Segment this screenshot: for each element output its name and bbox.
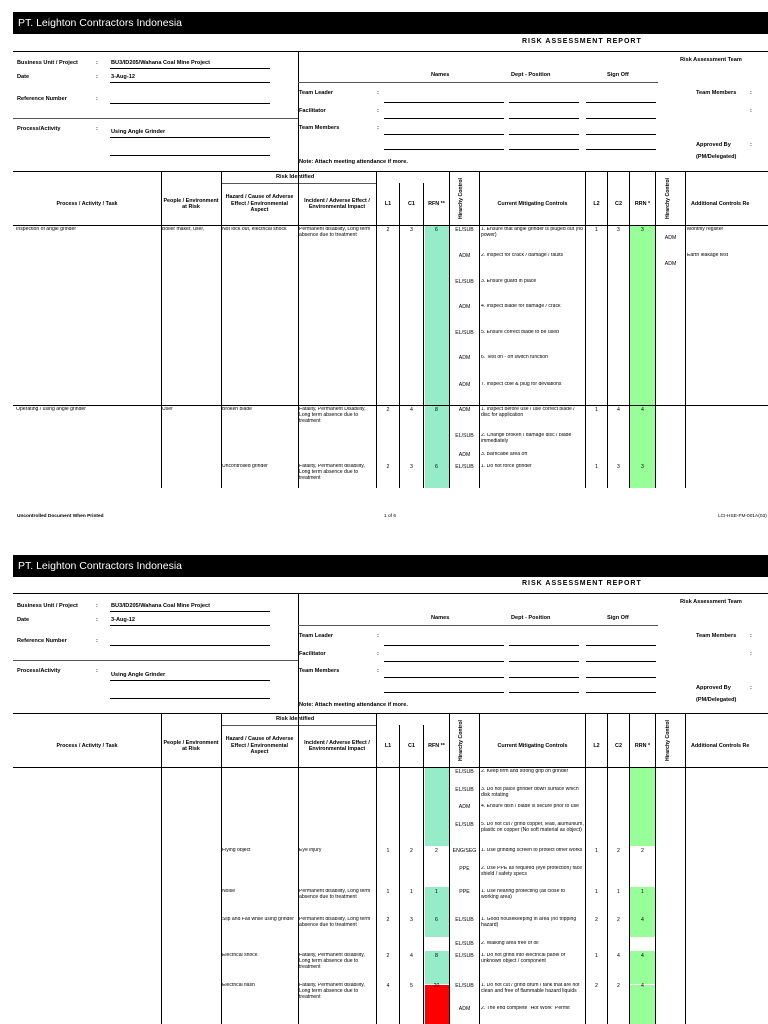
footer-uncontrolled: Uncontrolled Document When Printed <box>17 514 104 519</box>
reference-label: Reference Number <box>17 96 67 102</box>
page-2: PT. Leighton Contractors Indonesia RISK ASSESSMENT REPORT Business Unit / Project : BU3/ID205/Wahana Coal Mine Project Date : 3-Aug-12 Reference Number : Process/Activity : Using Angle Grinder Names Dept - Position Sign Off Team Leader : Facilitator : Team Members : Note: Attach meeting attendance if more. Risk Assessment Team Team Members : : Approved By : (PM/Delegated) Risk Identified Process / Activity / Task People / Environment at Risk Hazard / Cause of Adverse Effect / Environmental Aspect Incident / Adverse Effect / Environmental Impact L1 C1 RFN ** Hirarchy Control Current Mitigating Controls L2 C2 RRN * Hirarchy Control Additional Controls Re EL/SUB 2. Keep firm and strong grip on grinder EL/SUB 3. Do not palce grinder down surface which disk rotating ADM 4. Ensure dish / blade is secure prior to use EL/SUB 5. Do not cut / grind copper, lead, alumunium, plastic on copper (No soft material as object) Flying object Eye injury 1 2 2 1 2 2 ENG/SEG 1. Use grinding screen to protect other works PPE 2. Use PPE as required (eye protection) face shield / safety specs Noise Permanent disability, Long term absence due to treatment 1 1 1 1 1 1 PPE 1. Use hearing protecting (all close to working area) Slip and Fall while using grinder Permanent disability, Long term absence due to treatment 2 3 6 2 2 4 EL/SUB 1. Good housekeeping in area (no tripping hazard) EL/SUB 2. Walking area free of oil Electrical shock Fatality, Permanent disability, Long term absence due to treatment 2 4 8 1 4 4 EL/SUB 1. Do not grind into electrical panel or unknown object / component Electrical flash Fatality, Permanent disability, Long term absence due to treatment 4 5 20 2 2 4 EL/SUB 1. Do not cut / grind drum / tank that are not clean and free of flammable hazard liquids ADM 2. The end complete "Hot Work" Permit <box>0 0 768 1024</box>
date-label: Date <box>17 74 30 80</box>
page-1: PT. Leighton Contractors Indonesia RISK ASSESSMENT REPORT Business Unit / Project : BU3/ID205/Wahana Coal Mine Project Date : 3-Aug-12 Reference Number : Process/Activity : Using Angle Grinder Names Dept - Position Sign Off Team Leader : Facilitator : Team Members : Note: Attach meeting attendance if more. Risk Assessment Team Team Members : : Approved By : (PM/Delegated) Risk Identified Process / Activity / Task People / Environment at Risk Hazard / Cause of Adverse Effect / Environmental Aspect Incident / Adverse Effect / Environmental Impact L1 C1 RFN ** Hirarchy Control Current Mitigating Controls L2 C2 RRN * Hirarchy Control Additional Controls Re Inspection of angle grinder Boiler maker, user, Not lock out, electrical shock Permanent disability, Long term absence due to treatment 2 3 6 1 3 3 EL/SUB 1. Ensure that angle grinder is pluged out (no power) ADM 2. Inspect for crack / damage / faults EL/SUB 3. Ensure guard in place ADM 4. Inspect blade for damage / crack EL/SUB 5. Ensure correct blade to be used ADM 6. Test on - off switch function ADM 7. Inspect cble & plug for deviations ADM Monthly register ADM Earth leakage test Operating / using angle grinder User Broken blade Fatality, Permanent Disability, Long term absence due to treatment 2 4 8 1 4 4 ADM 1. Inspect before use / use correct blade / disc for application EL/SUB 2. Change broken / damage disc / blade immediately ADM 3. Barricade area off Uncontrolled grinder Fatality, Permanent disability, Long term absence due to treatment 2 3 6 1 3 3 EL/SUB 1. Do not force grinder Uncontrolled Document When Printed 1 of 6 LCI-HSE-FM-001A(03) <box>0 0 768 540</box>
col-incident: Incident / Adverse Effect / Environmental Impact <box>304 197 370 210</box>
report-title: RISK ASSESSMENT REPORT <box>522 38 642 45</box>
process-value: Using Angle Grinder <box>111 129 166 135</box>
footer-page: 1 of 6 <box>384 514 397 519</box>
business-unit-value: BU3/ID205/Wahana Coal Mine Project <box>111 60 210 66</box>
col-additional: Additional Controls Re <box>691 200 750 207</box>
col-process: Process / Activity / Task <box>56 200 118 207</box>
process-label: Process/Activity <box>17 126 61 132</box>
table-row: Uncontrolled grinder <box>222 464 268 469</box>
table-row: Operating / using angle grinder <box>16 407 86 412</box>
table-row: Electrical flash <box>222 983 255 988</box>
footer-doc-code: LCI-HSE-FM-001A(03) <box>718 514 767 519</box>
date-value: 3-Aug-12 <box>111 74 135 80</box>
table-row: Electrical shock <box>222 953 258 958</box>
table-row: Noise <box>222 889 236 894</box>
report-title: RISK ASSESSMENT REPORT <box>522 580 642 587</box>
col-controls: Current Mitigating Controls <box>497 200 568 207</box>
table-row: Flying object <box>222 848 251 853</box>
col-people: People / Environment at Risk <box>163 197 219 210</box>
business-unit-label: Business Unit / Project <box>17 60 78 66</box>
col-hazard: Hazard / Cause of Adverse Effect / Environmental Aspect <box>225 194 294 214</box>
table-row: Inspection of angle grinder <box>16 227 77 232</box>
company-title-bar: PT. Leighton Contractors Indonesia <box>13 555 768 577</box>
company-title-bar: PT. Leighton Contractors Indonesia <box>13 12 768 34</box>
table-row: Slip and Fall while using grinder <box>222 917 294 922</box>
